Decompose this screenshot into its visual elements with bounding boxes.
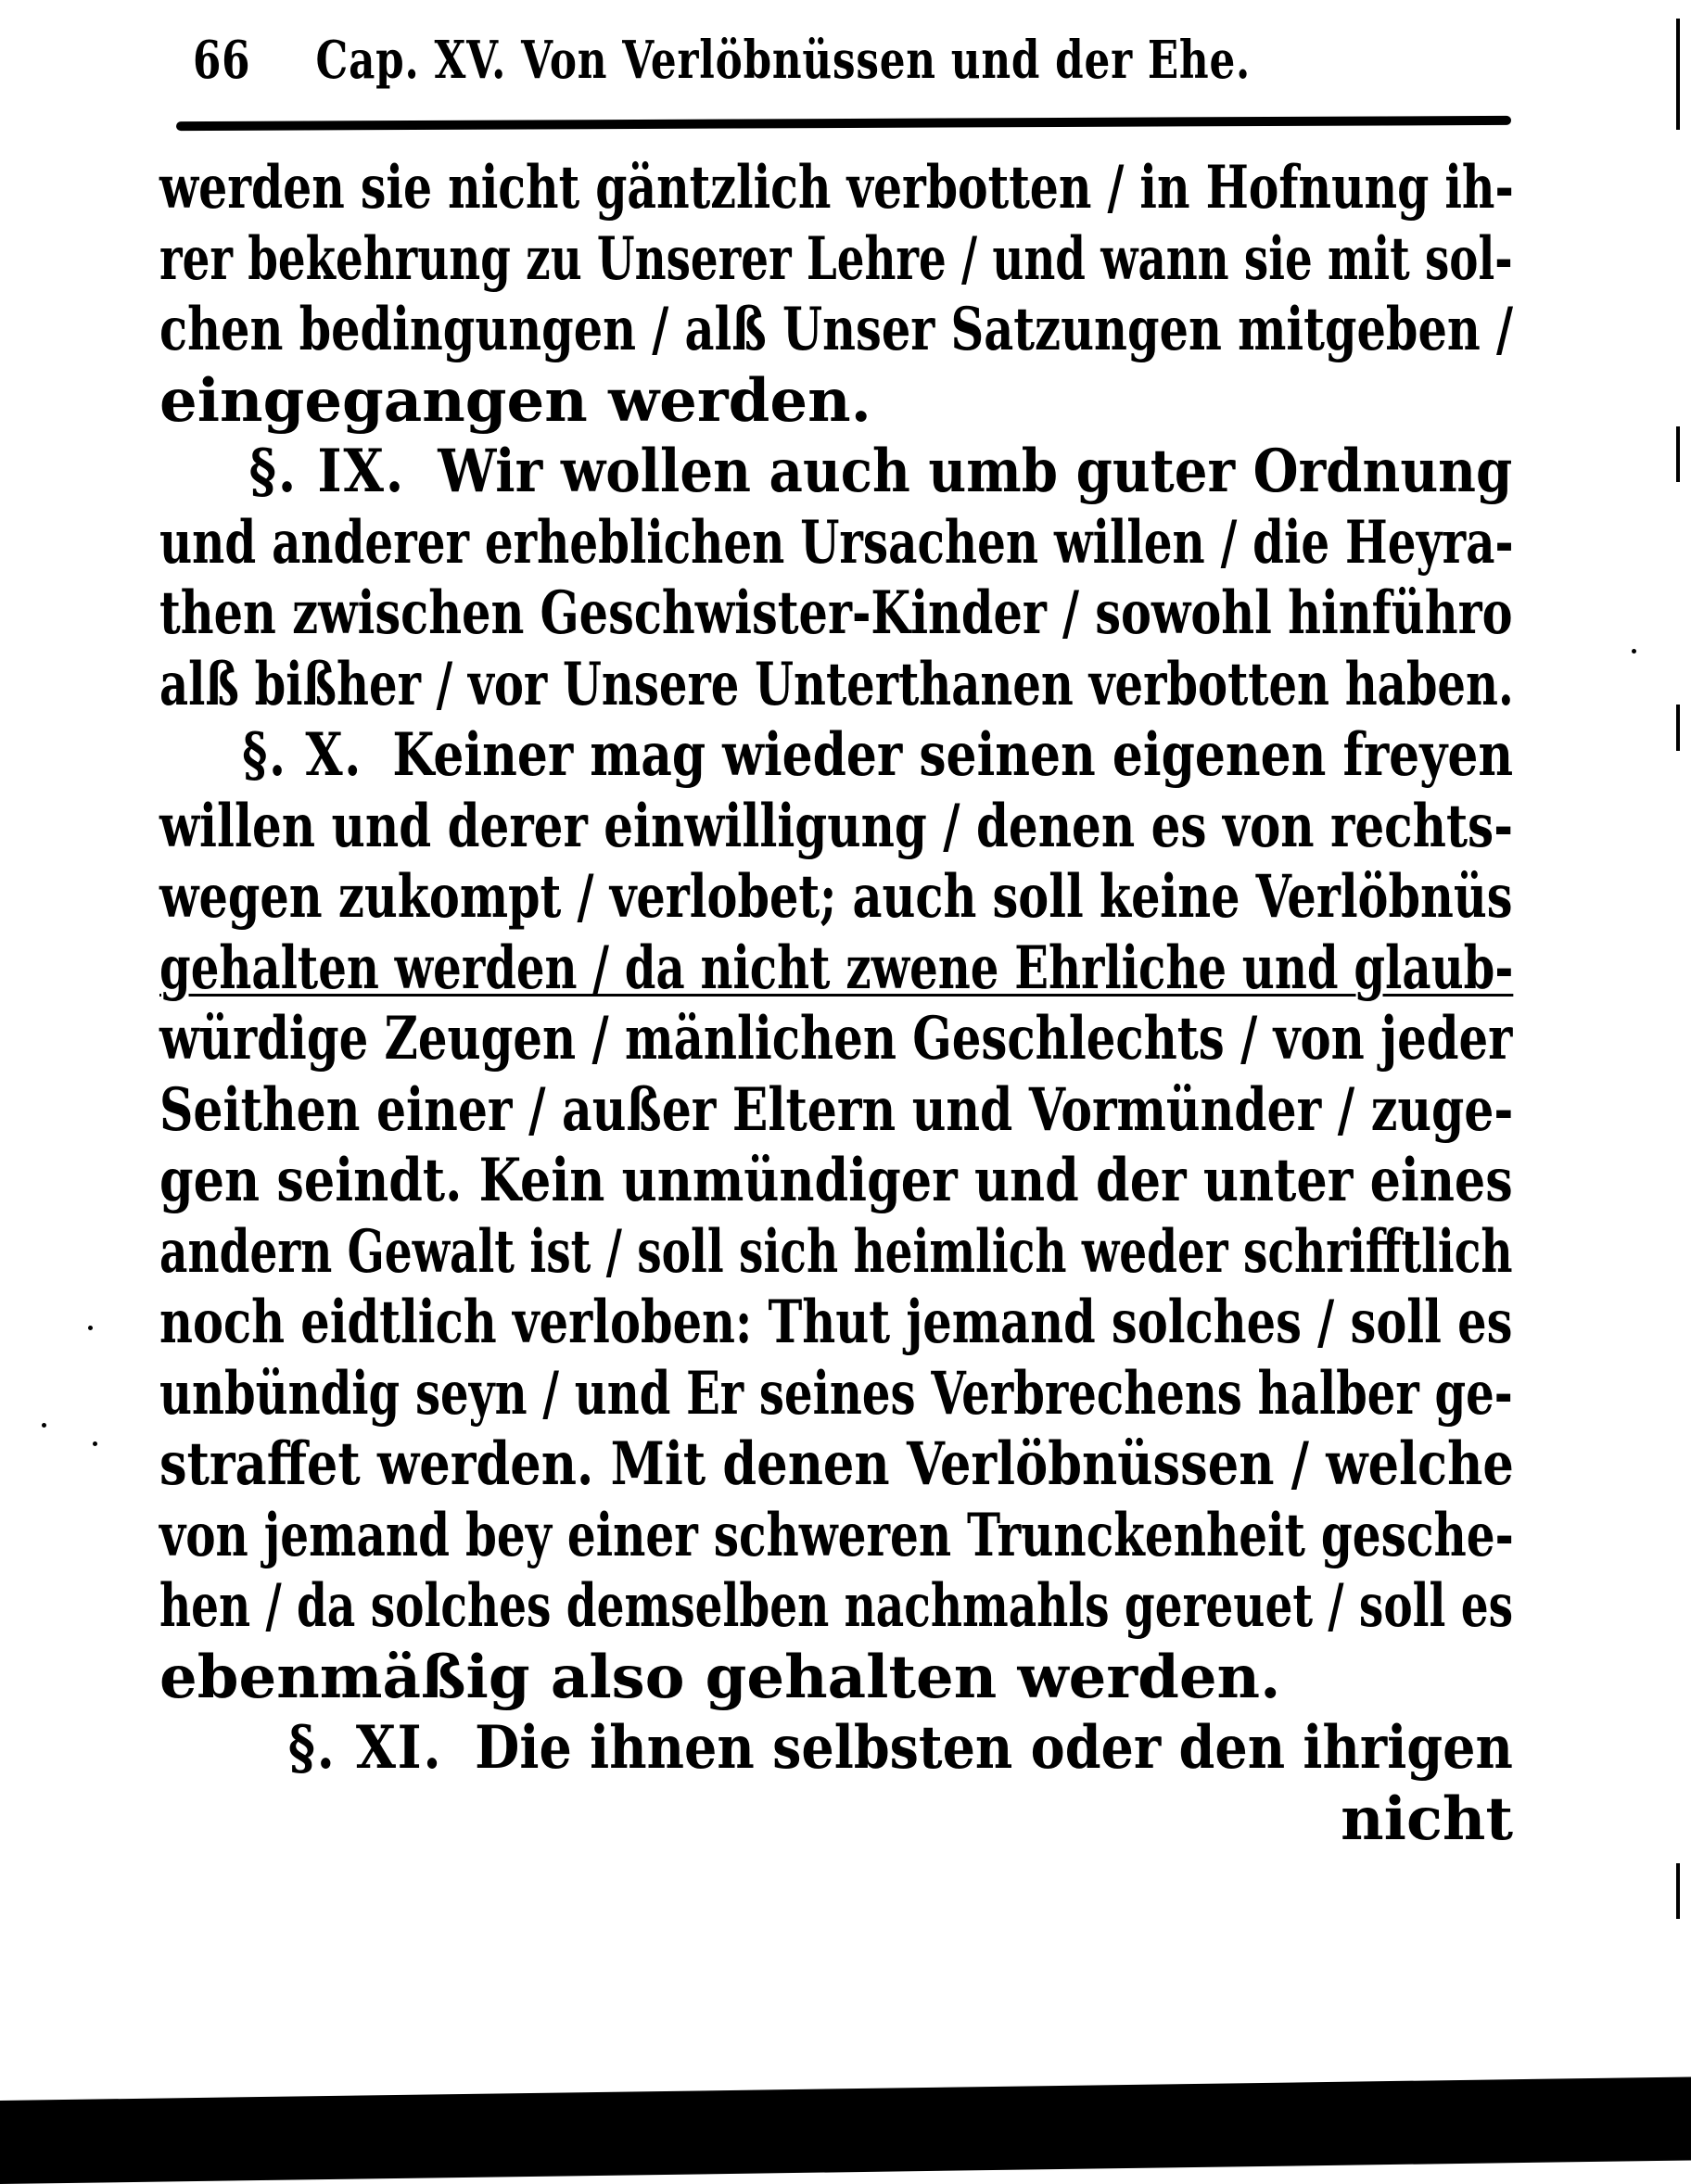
scan-bottom-edge bbox=[0, 2076, 1691, 2184]
text-line: alß bißher / vor Unsere Unterthanen verbotten haben. bbox=[159, 649, 1514, 719]
scan-edge-mark bbox=[1676, 19, 1680, 130]
scan-speck bbox=[1632, 649, 1636, 654]
text-line: ebenmäßig also gehalten werden. bbox=[159, 1642, 1281, 1712]
section-number: §. XI. bbox=[287, 1713, 443, 1783]
text-line: unbündig seyn / und Er seines Verbrechens halber ge- bbox=[159, 1358, 1513, 1428]
scan-speck bbox=[42, 1423, 46, 1428]
scan-speck bbox=[93, 1441, 97, 1446]
body-text bbox=[159, 153, 1513, 1855]
text-line: würdige Zeugen / mänlichen Geschlechts / von jeder bbox=[159, 1004, 1513, 1073]
scan-edge-mark bbox=[1676, 1863, 1680, 1919]
running-header bbox=[193, 28, 1252, 93]
section-heading-line bbox=[159, 437, 1602, 508]
text-line: von jemand bey einer schweren Trunckenheit gesche- bbox=[159, 1500, 1514, 1570]
text-line: und anderer erheblichen Ursachen willen / die Heyra- bbox=[159, 507, 1514, 578]
text-line: Keiner mag wieder seinen eigenen freyen bbox=[392, 720, 1514, 790]
text-line: eingegangen werden. bbox=[159, 365, 871, 436]
page-number: 66 bbox=[193, 30, 251, 91]
section-heading-line bbox=[159, 1713, 1642, 1784]
catchword: nicht bbox=[1341, 1784, 1513, 1854]
text-line: andern Gewalt ist / soll sich heimlich weder schrifftlich bbox=[159, 1216, 1513, 1287]
text-line: wegen zukompt / verlobet; auch soll keine Verlöbnüs bbox=[159, 862, 1513, 932]
scan-speck bbox=[88, 1326, 93, 1330]
text-line: chen bedingungen / alß Unser Satzungen mitgeben / bbox=[159, 295, 1514, 364]
text-line: gen seindt. Kein unmündiger und der unter eines bbox=[159, 1146, 1513, 1215]
text-line: hen / da solches demselben nachmahls gereuet / soll es bbox=[159, 1571, 1514, 1641]
text-line: rer bekehrung zu Unserer Lehre / und wann sie mit sol- bbox=[159, 223, 1513, 294]
text-line: werden sie nicht gäntzlich verbotten / in Hofnung ih- bbox=[159, 153, 1514, 222]
section-heading-line bbox=[159, 720, 1596, 792]
underlined-text-line: gehalten werden / da nicht zwene Ehrliche und glaub- bbox=[159, 933, 1514, 1003]
text-line: Die ihnen selbsten oder den ihrigen bbox=[475, 1713, 1513, 1783]
text-line: straffet werden. Mit denen Verlöbnüssen / welche bbox=[159, 1429, 1514, 1499]
running-title: Cap. XV. Von Verlöbnüssen und der Ehe. bbox=[315, 30, 1252, 91]
text-line: noch eidtlich verloben: Thut jemand solches / soll es bbox=[159, 1288, 1513, 1357]
text-line: Wir wollen auch umb guter Ordnung bbox=[438, 437, 1513, 506]
section-number: §. X. bbox=[242, 720, 362, 790]
section-number: §. IX. bbox=[248, 437, 406, 506]
text-line: then zwischen Geschwister-Kinder / sowohl hinführo bbox=[159, 578, 1513, 648]
text-line: willen und derer einwilligung / denen es von rechts- bbox=[159, 791, 1513, 861]
text-line: Seithen einer / außer Eltern und Vormünder / zuge- bbox=[159, 1074, 1514, 1145]
scan-edge-mark bbox=[1676, 426, 1680, 482]
scan-edge-mark bbox=[1676, 705, 1680, 751]
header-rule bbox=[176, 116, 1511, 131]
